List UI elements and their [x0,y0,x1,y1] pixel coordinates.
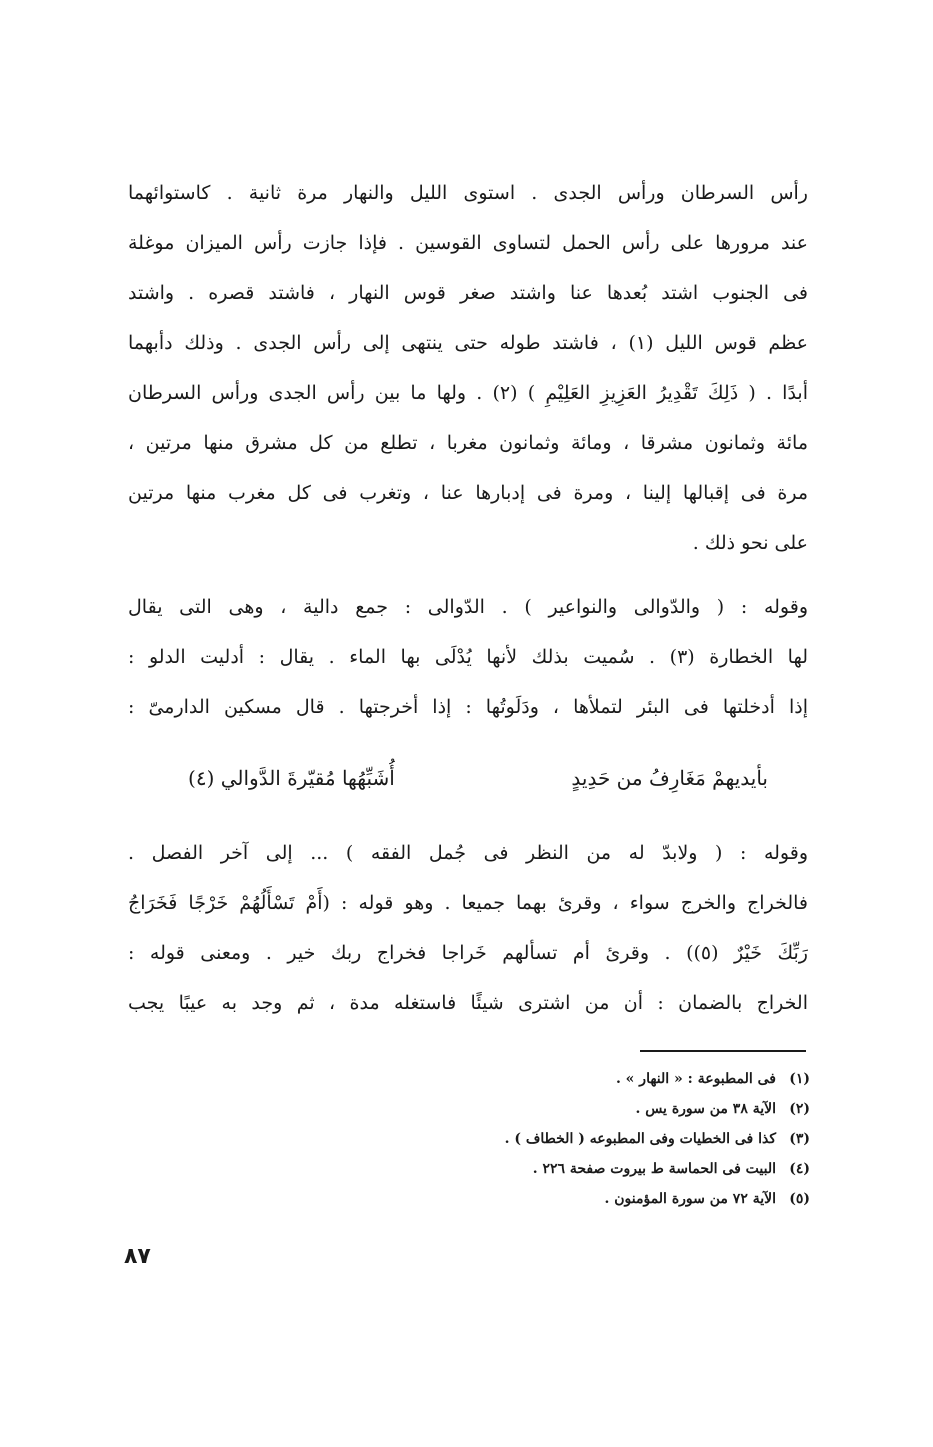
footnote-text: البيت فى الحماسة ط بيروت صفحة ٢٢٦ . [532,1161,776,1177]
text-line: رأس السرطان ورأس الجدى . استوى الليل والنهار مرة ثانية . كاستوائهما [128,182,808,204]
footnote-text: الآية ٣٨ من سورة يس . [635,1101,776,1117]
footnote [380,1064,810,1094]
footnote-number: (٣) [789,1131,810,1147]
text-line: فالخراج والخرج سواء ، وقرئ بهما جميعا . وهو قوله : (أَمْ تَسْأَلُهُمْ خَرْجًا فَخَرَاجُ [128,892,808,914]
text-line: رَبِّكَ خَيْرٌ (٥)) . وقرئ أم تسألهم خَراجا فخراج ربك خير . ومعنى قوله : [128,942,808,964]
footnote-number: (١) [789,1071,810,1087]
text-line: لها الخطارة (٣) . سُميت بذلك لأنها يُدْلَى بها الماء . يقال : أدليت الدلو : [128,646,808,668]
text-line: وقوله : ( ولابدّ له من النظر فى جُمل الفقه ) ... إلى آخر الفصل . [128,842,808,864]
text-line: أبدًا . ( ذَلِكَ تَقْدِيرُ العَزِيزِ العَلِيْمِ ) (٢) . ولها ما بين رأس الجدى ورأس السرطان [128,382,808,404]
text-line: فى الجنوب اشتد بُعدها عنا واشتد صغر قوس النهار ، فاشتد قصره . واشتد [128,282,808,304]
footnote-text: الآية ٧٢ من سورة المؤمنون . [604,1191,776,1207]
paragraph-1 [128,168,808,568]
text-line: على نحو ذلك . [692,532,808,554]
text-line: عظم قوس الليل (١) ، فاشتد طوله حتى ينتهى إلى رأس الجدى . وذلك دأبهما [128,332,808,354]
footnote [380,1124,810,1154]
footnote-number: (٥) [789,1191,810,1207]
verse-hemistich-left: أُشَبِّهُها مُقيّرةَ الدَّوالي (٤) [188,766,395,790]
footnote-separator [640,1050,806,1052]
text-line: الخراج بالضمان : أن من اشترى شيئًا فاستغله مدة ، ثم وجد به عيبًا يجب [128,992,808,1014]
footnote-text: كذا فى الخطيات وفى المطبوعه ( الخطاف ) . [504,1131,776,1147]
footnote-text: فى المطبوعة : « النهار » . [615,1071,776,1087]
footnotes [380,1064,810,1214]
text-line: مائة وثمانون مشرقا ، ومائة وثمانون مغربا ، تطلع من كل مشرق منها مرتين ، [128,432,808,454]
text-line: مرة فى إقبالها إلينا ، ومرة فى إدبارها عنا ، وتغرب فى كل مغرب منها مرتين [128,482,808,504]
footnote-number: (٢) [789,1101,810,1117]
verse-hemistich-right: بأيديهمْ مَغَارِفُ من حَدِيدٍ [571,766,768,790]
poetry-verse [128,750,808,806]
footnote [380,1094,810,1124]
footnote-number: (٤) [789,1161,810,1177]
paragraph-3 [128,828,808,1028]
text-line: إذا أدخلتها فى البئر لتملأها ، ودَلَوتُها : إذا أخرجتها . قال مسكين الدارمىّ : [128,696,808,718]
footnote [380,1154,810,1184]
text-line: وقوله : ( والدّوالى والنواعير ) . الدّوالى : جمع دالية ، وهى التى يقال [128,596,808,618]
footnote [380,1184,810,1214]
page-number: ٨٧ [124,1244,151,1269]
paragraph-2 [128,582,808,732]
text-line: عند مرورها على رأس الحمل لتساوى القوسين . فإذا جازت رأس الميزان موغلة [128,232,808,254]
